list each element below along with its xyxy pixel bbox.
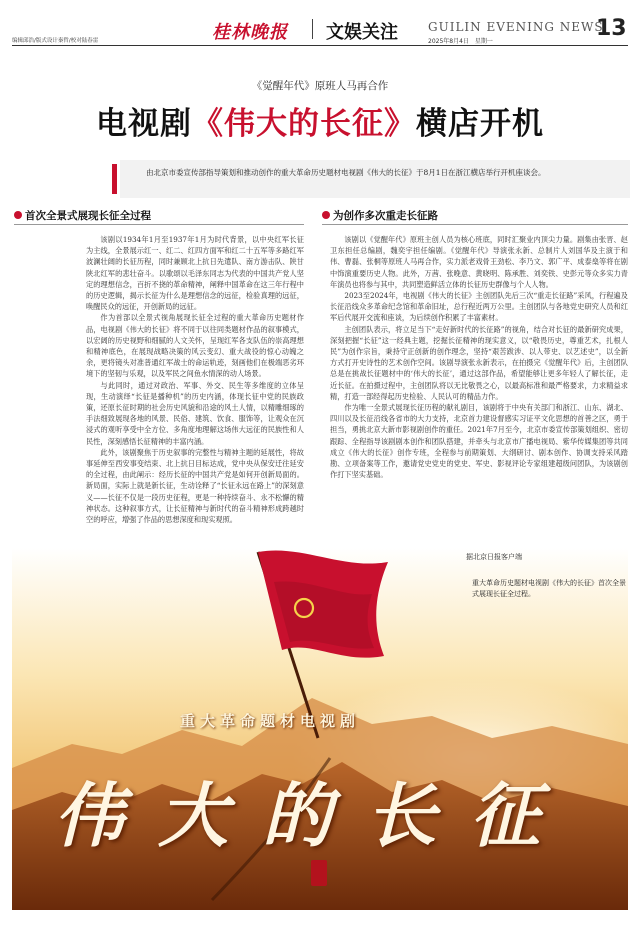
section1-heading bbox=[14, 208, 151, 223]
article-title bbox=[0, 98, 640, 143]
lead-accent-bar bbox=[112, 164, 117, 194]
section1-rule bbox=[14, 224, 304, 225]
section1-paragraph: 与此同时，通过对政治、军事、外交、民生等多维度的立体呈现，生动演绎“长征是播种机”的历史内涵，体现长征中党的民族政策，还原长征时期的社会历史风貌和沿途的风土人情，以精雕细琢的手法细致展现各地的风景、民俗、建筑、饮食、服饰等，让观众在沉浸式的观听享受中全方位、多角度地理解这场伟大远征的民族性和人民性，深刻感悟长征精神的丰富内涵。 bbox=[86, 380, 304, 446]
english-masthead: GUILIN EVENING NEWS bbox=[428, 20, 604, 34]
lead-text: 由北京市委宣传部指导策划和推动创作的重大革命历史题材电视剧《伟大的长征》于8月1日在浙江横店举行开机座谈会。 bbox=[146, 168, 546, 177]
editor-credits: 编辑邱浩/版式设计秦哲/校对陆春雷 bbox=[12, 38, 99, 44]
header-divider bbox=[312, 19, 313, 39]
section2-paragraph: 作为唯一全景式展现长征历程的献礼剧目，该剧将于中央有关部门和浙江、山东、湖北、四川以及长征沿线各省市的大力支持，北京首力建设督感实习证平文化思想的首善之区，勇于担当，勇挑北京大新市影视剧创作的重任。2021年7月至今，北京市委宣传部策划组织、密切跟踪、全程指导该剧剧本创作和团队搭建，并牵头与北京市广播电视局、紫华传媒集团等共同成立《伟大的长征》创作专班，全程参与前期策划、大纲研讨、剧本创作、协调支持采风踏勘、立项备案等工作，邀请党史党史的党史、军史、影视评论专家组建超级问团队，为该剧创作打下坚实基础。 bbox=[330, 403, 628, 480]
poster-tagline: 重大革命题材电视剧 bbox=[180, 712, 361, 730]
bullet-dot-icon bbox=[322, 211, 330, 219]
section1-paragraph: 此外，该剧聚焦于历史叙事的完整性与精神主题的延展性，将故事延伸至西安事变结束、北上抗日目标达成，党中央从保安迁往延安的全过程，由此阐示：经历长征的中国共产党是如何开创新局面的。新局面，实际上就是新长征，生动诠释了“长征永远在路上”的深刻意义——长征不仅是一段历史征程，更是一种持续奋斗、永不松懈的精神状态。这种叙事方式，让长征精神与新时代的奋斗精神形成跨越时空的呼应，增强了作品的思想深度和现实观照。 bbox=[86, 447, 304, 525]
seal-stamp-icon bbox=[311, 860, 327, 886]
section2-paragraph: 主创团队表示，将立足当下“走好新时代的长征路”的视角，结合对长征的最新研究成果，深刻把握“长征”这一经典主题，挖掘长征精神的现实意义，以“敬畏历史，尊重艺术，扎根人民”为创作宗旨，秉持守正创新的创作理念，坚持“艰苦跋涉、以人带史、以艺述史”，以全新方式打开史诗性的艺术创作空间。该剧导演张永新表示，在拍摄完《觉醒年代》后，主创团队总是在挑战长征题材中的‘伟大的长征’，通过这部作品，希望能够让更多年轻人了解长征，走近长征。在拍摄过程中，主创团队将以无比敬畏之心，以最高标准和最严格要求，力求精益求精，打造一部经得起历史检验、人民认可的精品力作。 bbox=[330, 324, 628, 401]
section1-heading-text: 首次全景式展现长征全过程 bbox=[25, 210, 151, 222]
article-source: 据北京日报客户端 bbox=[466, 553, 522, 561]
section2-rule bbox=[322, 224, 628, 225]
lead-box bbox=[120, 160, 630, 198]
column-1 bbox=[86, 234, 304, 525]
poster-calligraphy-title: 伟大的长征 bbox=[54, 774, 574, 857]
newspaper-logo: 桂林晚报 bbox=[212, 22, 288, 43]
bullet-dot-icon bbox=[14, 211, 22, 219]
title-suffix: 横店开机 bbox=[416, 106, 544, 142]
section2-paragraph: 该剧以《觉醒年代》原班主创人员为核心班底，同时汇聚业内顶尖力量。剧集由张晋、赵卫东担任总编剧，魏奕宇担任编剧。《觉醒年代》导演张永新、总制片人刘国华及主演于和伟、曹磊、张桐等原班人马再合作，实力派老戏骨王劲松、李乃文、郭广平、成泰燊等将在剧中饰演重要历史人物。此外，万茜、张晚意、黄晓明、陈承胜、刘奕铁、史彭元等众多实力青年演员也将参与其中，共同塑造鲜活立体的长征历史群像与个人人物。 bbox=[330, 235, 628, 289]
photo-caption: 重大革命历史题材电视剧《伟大的长征》首次全景式展现长征全过程。 bbox=[472, 579, 626, 598]
drama-poster bbox=[12, 548, 628, 910]
page-number: 13 bbox=[596, 16, 627, 41]
section-name: 文娱关注 bbox=[326, 22, 398, 43]
column-2 bbox=[330, 234, 628, 480]
section2-heading-text: 为创作多次重走长征路 bbox=[333, 210, 438, 222]
issue-date: 2025年8月4日 星期一 bbox=[428, 38, 493, 45]
section2-heading bbox=[322, 208, 438, 223]
title-highlight: 《伟大的长征》 bbox=[192, 106, 416, 142]
article-subtitle: 《觉醒年代》原班人马再合作 bbox=[251, 80, 389, 92]
section1-paragraph: 该剧以1934年1月至1937年1月为时代背景，以中央红军长征为主线，全景展示红一、红二、红四方面军和红二十五军等多路红军波澜壮阔的长征历程，同时兼顾北上抗日先遣队、南方游击队、陕甘陕北红军的悲壮奋斗。以歌颂以毛泽东同志为代表的中国共产党人坚定的理想信念，百折不挠的革命精神，阐释中国革命在这三年行程中的历史逻辑，揭示长征为什么是理想信念的远征，检验真理的远征，唤醒民众的远征，开创新局的远征。 bbox=[86, 235, 304, 312]
page-header bbox=[0, 0, 640, 48]
title-prefix: 电视剧 bbox=[96, 106, 192, 142]
header-rule bbox=[12, 45, 628, 46]
section1-paragraph: 作为首部以全景式视角展现长征全过程的重大革命历史题材作品，电视剧《伟大的长征》将不同于以往同类题材作品的叙事模式，以宏阔的历史视野和细腻的人文关怀，呈现红军各支队伍的崇高理想和精神底色，在展现战略决策的风云变幻、重大战役的惊心动魄之余，更将镜头对准普通红军战士的命运轨迹，刻画他们在极端恶劣环境下的坚韧与乐观，以及军民之间鱼水情深的动人场景。 bbox=[86, 313, 304, 379]
section2-paragraph: 2023至2024年，电视剧《伟大的长征》主创团队先后三次“重走长征路”采风，行程遍及长征沿线众多革命纪念馆和革命旧址，总行程近两万公里。主创团队与各地党史研究人员和红军后代展开交流和座谈，为后续创作积累了丰富素材。 bbox=[330, 291, 628, 323]
